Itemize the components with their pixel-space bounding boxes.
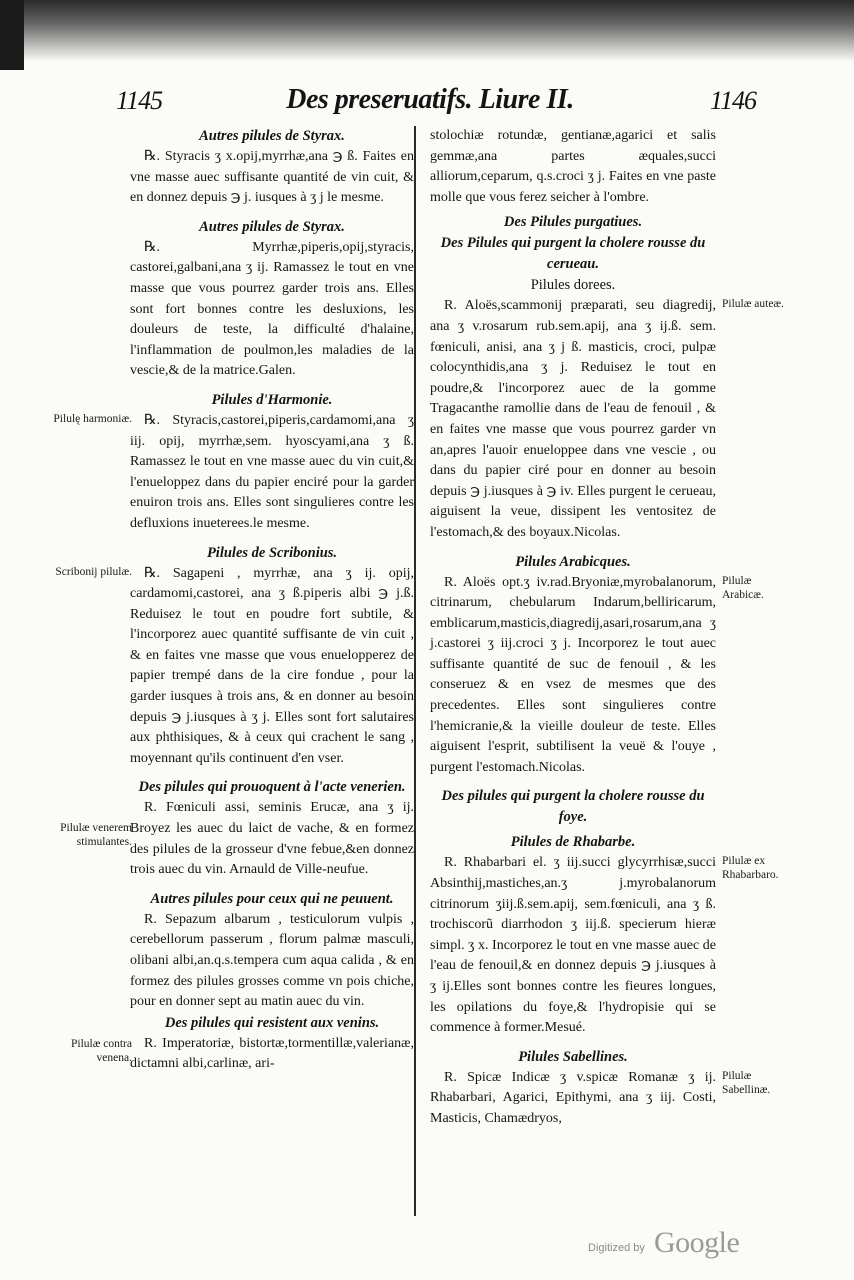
section-title: Autres pilules de Styrax. [199, 128, 345, 144]
right-column [430, 126, 784, 1130]
section-rhabarbe [430, 832, 779, 1038]
section-venerien [60, 777, 414, 880]
running-title: Des preseruatifs. Liure II. [286, 84, 574, 115]
section-venins [70, 1013, 414, 1075]
section-text: R. Aloës,scammonij præparati, seu diagredij, ana ʒ v.rosarum rub.sem.apij, ana ʒ ij.ß. sem. fœniculi, anisi, ana ʒ j ß. masticis, croci, pulpæ colocynthidis,ana ʒ j. Reduisez le tout en poudre,& l'incorporez auec de la gomme Tragacanthe ramollie dans de l'eau de fenouil , & en faites vne masse que vous pourrez garder vn an,apres l'auoir enueloppee dans vne vescie , ou dans du papier ciré pour en donner au besoin depuis ℈ j.iusques à ℈ iv. Elles purgent le cerueau, aiguisent la veue, dissipent les ventositez de l'estomach,& des boyaux.Nicolas. [430, 298, 716, 540]
section-text: R. Fœniculi assi, seminis Erucæ, ana ʒ ij. Broyez les auec du laict de vache, & en formez des pilules de la grosseur d'vne febue,&en donnez trois auec du vin. Arnauld de Ville-neufue. [130, 800, 414, 878]
section-text: ℞. Myrrhæ,piperis,opij,styracis, castorei,galbani,ana ʒ ij. Ramassez le tout en vne masse que vous pourrez garder trois ans. Elles sont fort bonnes contre les desluxions, les douleurs de teste, la difficulté d'halaine, l'inflammation de poulmon,les maladies de la vescie,& de la matrice.Galen. [130, 239, 414, 379]
section-text: R. Sepazum albarum , testiculorum vulpis , cerebellorum passerum , florum palmæ masculi, olibani albi,an.q.s.tempera cum aqua calida , & en formez des pilules grosses comme vn pois chiche, pour en donner sept au matin auec du vin. [130, 911, 414, 1010]
section-ne-peuuent [130, 889, 414, 1013]
section-text: R. Aloës opt.ʒ iv.rad.Bryoniæ,myrobalanorum, citrinarum, chebularum Indarum,belliricarum, emblicarum,masticis,diagredij,asari,rosarum,ana ʒ j.castorei ʒ iij.croci ʒ j. Incorporez le tout auec suffisante quantité de suc de fenouil , & les conseruez & en vsez de mesmes que des precedentes. Elles sont singulieres contre l'hemicranie,& la vieille douleur de teste. Elles aiguisent l'esprit, subtilisent la veuë & l'ouye , purgent l'estomach.Nicolas. [430, 574, 716, 775]
section-styrax-1 [130, 126, 414, 209]
section-text: R. Rhabarbari el. ʒ iij.succi glycyrrhisæ,succi Absinthij,mastiches,an.ʒ j.myrobalanorum citrinorum ʒiij.ß.sem.apij, sem.fœniculi, ana ʒ ß. trochiscorũ diarrhodon ʒ iij.ß. specierum hieræ simpl. ʒ x. Incorporez le tout en vne masse auec de l'eau de fenouil,& en donnez depuis ℈ j.iusques à ʒ ij.Elles sont bonnes contre les fieures longues, les opilations du foye,& l'hydropisie qui se commence à former.Mesué. [430, 855, 716, 1036]
running-head [110, 84, 756, 120]
margin-note: Pilulę harmoniæ. [53, 412, 132, 425]
margin-note: Scribonij pilulæ. [55, 565, 132, 578]
section-text: ℞. Sagapeni , myrrhæ, ana ʒ ij. opij, cardamomi,castorei, ana ʒ ß.piperis albi ℈ j.ß. Reduisez le tout en poudre fort subtile, & l'incorporez auec quantité suffisante de vin cuit , & en faites vne masse que vous enuelopperez de papier trempé dans de la cire fondue , pour la garder iusques à trois ans, & en donner au besoin depuis ℈ j.iusques à ʒ j. Elles sont fort salutaires aux phthisiques, & à ceux qui crachent le sang , moyennant qu'ils continuent d'en vser. [130, 565, 414, 766]
left-column [53, 126, 414, 1075]
section-text: ℞. Styracis ʒ x.opij,myrrhæ,ana ℈ ß. Faites en vne masse auec suffisante quantité de vin cuit, & en donnez depuis ℈ j. iusques à ʒ j le mesme. [130, 149, 414, 206]
section-dorees [430, 275, 784, 543]
section-title: Pilules de Scribonius. [206, 544, 338, 561]
section-arabicques [430, 552, 764, 779]
section-title: Des pilules qui prouoquent à l'acte venerien. [138, 779, 406, 796]
section-harmonie [53, 390, 414, 535]
margin-note: Pilulæ contra venena. [70, 1037, 132, 1064]
margin-note: Pilulæ venerem stimulantes. [60, 822, 132, 849]
section-continuation [430, 126, 716, 208]
section-sabellines [430, 1047, 771, 1130]
section-title: Des pilules qui resistent aux venins. [164, 1014, 380, 1031]
section-title: Pilules Sabellines. [518, 1048, 628, 1065]
margin-note: Pilulæ Sabellinæ. [722, 1069, 771, 1096]
margin-note: Pilulæ auteæ. [722, 298, 784, 311]
section-scribonius [55, 543, 414, 770]
section-title: Autres pilules de Styrax. [199, 218, 345, 235]
section-title: Pilules d'Harmonie. [211, 391, 333, 408]
section-title: Des pilules qui purgent la cholere rousse du foye. [441, 788, 705, 826]
chapter-title: Des Pilules purgatiues. [503, 214, 643, 231]
section-title: Des Pilules qui purgent la cholere rousse du cerueau. [440, 235, 706, 273]
google-logo: Google [654, 1226, 740, 1259]
section-text: stolochiæ rotundæ, gentianæ,agarici et salis gemmæ,ana partes æquales,succi alliorum,ceparum, q.s.croci ʒ j. Faites en vne paste molle que vous ferez seicher à l'ombre. [430, 128, 716, 205]
section-text: ℞. Styracis,castorei,piperis,cardamomi,ana ʒ iij. opij, myrrhæ,sem. hyoscyami,ana ʒ ß. Ramassez le tout en vne masse auec du vin cuit,& l'enueloppez dans du papier enciré pour la garder enuiron trois ans. Elles sont singulieres contre les defluxions inueterees.le mesme. [130, 412, 414, 531]
section-title: Pilules Arabicques. [515, 553, 631, 570]
digitized-by-text: Digitized by [588, 1242, 645, 1254]
section-title: Autres pilules pour ceux qui ne peuuent. [150, 890, 394, 907]
margin-note: Pilulæ Arabicæ. [722, 574, 764, 601]
section-text: R. Spicæ Indicæ ʒ v.spicæ Romanæ ʒ ij. Rhabarbari, Agarici, Epithymi, ana ʒ iij. Costi, Masticis, Chamædryos, [430, 1069, 716, 1126]
page-number-right: 1146 [709, 86, 756, 115]
section-styrax-2 [130, 217, 414, 382]
margin-note: Pilulæ ex Rhabarbaro. [722, 855, 779, 882]
column-rule [414, 126, 416, 1216]
section-text: R. Imperatoriæ, bistortæ,tormentillæ,valerianæ, dictamni albi,carlinæ, ari- [130, 1035, 414, 1072]
page-number-left: 1145 [116, 86, 163, 115]
section-title: Pilules dorees. [530, 277, 616, 294]
section-title: Pilules de Rhabarbe. [510, 834, 636, 851]
digitized-watermark [588, 1226, 778, 1266]
